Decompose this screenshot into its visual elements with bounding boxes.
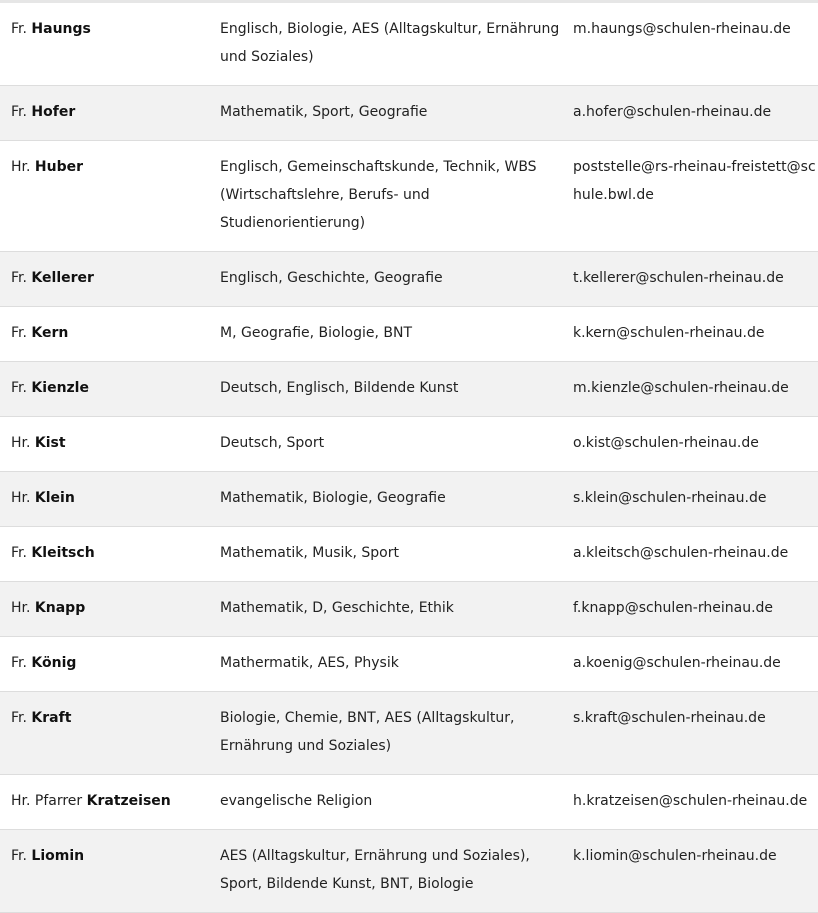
teacher-email-cell xyxy=(572,86,818,141)
teacher-subjects: Mathematik, Sport, Geografie xyxy=(220,104,428,120)
table-row xyxy=(0,86,818,141)
teacher-email: a.kleitsch@schulen-rheinau.de xyxy=(573,545,789,561)
teacher-surname: Kraft xyxy=(31,710,72,726)
table-row xyxy=(0,775,818,830)
teacher-email: k.liomin@schulen-rheinau.de xyxy=(573,848,777,864)
teacher-surname: Hofer xyxy=(31,104,76,120)
teacher-subjects: Deutsch, Sport xyxy=(220,435,325,451)
teacher-surname: Klein xyxy=(34,490,75,506)
teacher-email: s.kraft@schulen-rheinau.de xyxy=(573,710,766,726)
teacher-subjects: Mathermatik, AES, Physik xyxy=(220,655,399,671)
teacher-email-cell xyxy=(572,417,818,472)
teacher-name-cell xyxy=(0,527,210,582)
teacher-subjects: Mathematik, Biologie, Geografie xyxy=(220,490,446,506)
teacher-email: poststelle@rs-rheinau-freistett@schule.bwl.de xyxy=(573,159,816,203)
teacher-surname: Kern xyxy=(31,325,69,341)
teacher-table xyxy=(0,3,818,913)
teacher-title: Fr. xyxy=(11,710,27,726)
teacher-surname: Kist xyxy=(34,435,66,451)
teacher-subjects-cell xyxy=(210,417,572,472)
teacher-subjects-cell xyxy=(210,830,572,913)
teacher-name-cell xyxy=(0,582,210,637)
teacher-subjects-cell xyxy=(210,141,572,252)
teacher-subjects: AES (Alltagskultur, Ernährung und Soziales), Sport, Bildende Kunst, BNT, Biologie xyxy=(220,848,530,892)
table-row xyxy=(0,3,818,86)
teacher-subjects-cell xyxy=(210,252,572,307)
teacher-email: f.knapp@schulen-rheinau.de xyxy=(573,600,774,616)
teacher-email: k.kern@schulen-rheinau.de xyxy=(573,325,765,341)
teacher-surname: Haungs xyxy=(31,21,91,37)
teacher-email-cell xyxy=(572,637,818,692)
teacher-email-cell xyxy=(572,830,818,913)
teacher-title: Fr. xyxy=(11,21,27,37)
teacher-surname: Kleitsch xyxy=(31,545,95,561)
teacher-surname: Liomin xyxy=(31,848,85,864)
teacher-email: h.kratzeisen@schulen-rheinau.de xyxy=(573,793,808,809)
teacher-title: Hr. xyxy=(11,159,31,175)
teacher-subjects-cell xyxy=(210,692,572,775)
teacher-email: m.haungs@schulen-rheinau.de xyxy=(573,21,791,37)
teacher-name-cell xyxy=(0,775,210,830)
teacher-title: Hr. xyxy=(11,435,31,451)
teacher-surname: Knapp xyxy=(34,600,86,616)
teacher-email-cell xyxy=(572,582,818,637)
table-row xyxy=(0,637,818,692)
teacher-name-cell xyxy=(0,417,210,472)
teacher-name-cell xyxy=(0,3,210,86)
teacher-subjects-cell xyxy=(210,527,572,582)
teacher-name-cell xyxy=(0,637,210,692)
teacher-email: o.kist@schulen-rheinau.de xyxy=(573,435,759,451)
teacher-subjects-cell xyxy=(210,362,572,417)
teacher-title: Hr. Pfarrer xyxy=(11,793,83,809)
teacher-email-cell xyxy=(572,307,818,362)
table-row xyxy=(0,362,818,417)
teacher-email-cell xyxy=(572,775,818,830)
teacher-email: a.hofer@schulen-rheinau.de xyxy=(573,104,772,120)
table-row xyxy=(0,692,818,775)
teacher-name-cell xyxy=(0,692,210,775)
teacher-title: Fr. xyxy=(11,545,27,561)
teacher-subjects: evangelische Religion xyxy=(220,793,373,809)
teacher-email: s.klein@schulen-rheinau.de xyxy=(573,490,767,506)
teacher-title: Hr. xyxy=(11,490,31,506)
teacher-title: Fr. xyxy=(11,270,27,286)
teacher-name-cell xyxy=(0,141,210,252)
table-row xyxy=(0,417,818,472)
teacher-email-cell xyxy=(572,472,818,527)
teacher-surname: Kienzle xyxy=(31,380,89,396)
teacher-name-cell xyxy=(0,472,210,527)
teacher-subjects-cell xyxy=(210,582,572,637)
teacher-subjects-cell xyxy=(210,775,572,830)
teacher-email-cell xyxy=(572,3,818,86)
teacher-surname: Huber xyxy=(34,159,84,175)
teacher-title: Hr. xyxy=(11,600,31,616)
teacher-subjects-cell xyxy=(210,3,572,86)
teacher-email-cell xyxy=(572,141,818,252)
teacher-name-cell xyxy=(0,86,210,141)
teacher-surname: Kellerer xyxy=(31,270,94,286)
teacher-name-cell xyxy=(0,252,210,307)
teacher-subjects-cell xyxy=(210,637,572,692)
teacher-subjects: Englisch, Gemeinschaftskunde, Technik, WBS (Wirtschaftslehre, Berufs- und Studienorientierung) xyxy=(220,159,537,231)
teacher-email: m.kienzle@schulen-rheinau.de xyxy=(573,380,789,396)
table-row xyxy=(0,582,818,637)
table-row xyxy=(0,830,818,913)
teacher-subjects-cell xyxy=(210,472,572,527)
table-row xyxy=(0,307,818,362)
table-row xyxy=(0,252,818,307)
teacher-email-cell xyxy=(572,252,818,307)
teacher-title: Fr. xyxy=(11,848,27,864)
teacher-title: Fr. xyxy=(11,380,27,396)
teacher-subjects: Mathematik, D, Geschichte, Ethik xyxy=(220,600,454,616)
teacher-name-cell xyxy=(0,830,210,913)
teacher-subjects: Englisch, Geschichte, Geografie xyxy=(220,270,443,286)
teacher-email-cell xyxy=(572,527,818,582)
teacher-subjects: Mathematik, Musik, Sport xyxy=(220,545,399,561)
teacher-email-cell xyxy=(572,362,818,417)
teacher-email-cell xyxy=(572,692,818,775)
teacher-email: t.kellerer@schulen-rheinau.de xyxy=(573,270,784,286)
teacher-subjects-cell xyxy=(210,307,572,362)
teacher-surname: König xyxy=(31,655,77,671)
teacher-name-cell xyxy=(0,362,210,417)
teacher-subjects: Biologie, Chemie, BNT, AES (Alltagskultur, Ernährung und Soziales) xyxy=(220,710,515,754)
teacher-name-cell xyxy=(0,307,210,362)
teacher-email: a.koenig@schulen-rheinau.de xyxy=(573,655,781,671)
teacher-subjects-cell xyxy=(210,86,572,141)
teacher-subjects: Deutsch, Englisch, Bildende Kunst xyxy=(220,380,459,396)
teacher-table-body xyxy=(0,3,818,913)
teacher-title: Fr. xyxy=(11,104,27,120)
teacher-subjects: M, Geografie, Biologie, BNT xyxy=(220,325,412,341)
table-row xyxy=(0,472,818,527)
teacher-title: Fr. xyxy=(11,325,27,341)
table-row xyxy=(0,527,818,582)
teacher-title: Fr. xyxy=(11,655,27,671)
teacher-subjects: Englisch, Biologie, AES (Alltagskultur, Ernährung und Soziales) xyxy=(220,21,560,65)
table-row xyxy=(0,141,818,252)
teacher-surname: Kratzeisen xyxy=(86,793,171,809)
